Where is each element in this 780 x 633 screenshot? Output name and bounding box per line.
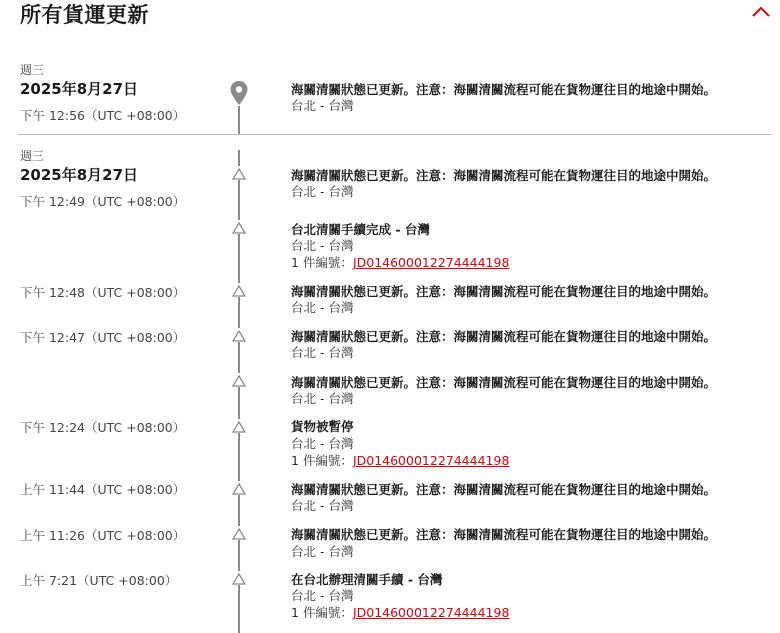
triangle-marker-icon bbox=[230, 220, 248, 234]
event-location: 台北 - 台灣 bbox=[291, 300, 354, 315]
event-time: 下午 12:56（UTC +08:00） bbox=[20, 108, 186, 123]
event-location: 台北 - 台灣 bbox=[291, 436, 354, 451]
piece-label: 1 件編號： bbox=[291, 453, 353, 468]
event-title: 海關清關狀態已更新。注意：海關清關流程可能在貨物運往目的地途中開始。 bbox=[291, 284, 717, 299]
section-title: 所有貨運更新 bbox=[20, 3, 149, 27]
event-time: 上午 11:44（UTC +08:00） bbox=[20, 482, 186, 497]
piece-info bbox=[291, 451, 509, 469]
triangle-marker-icon bbox=[230, 166, 248, 180]
event-location: 台北 - 台灣 bbox=[291, 98, 354, 113]
event-title: 在台北辦理清關手續 - 台灣 bbox=[291, 572, 443, 587]
timeline-line bbox=[238, 104, 240, 134]
event-title: 海關清關狀態已更新。注意：海關清關流程可能在貨物運往目的地途中開始。 bbox=[291, 329, 717, 344]
piece-label: 1 件編號： bbox=[291, 255, 353, 270]
event-title: 海關清關狀態已更新。注意：海關清關流程可能在貨物運往目的地途中開始。 bbox=[291, 527, 717, 542]
event-location: 台北 - 台灣 bbox=[291, 544, 354, 559]
triangle-marker-icon bbox=[230, 526, 248, 540]
piece-id-link[interactable]: JD014600012274444198 bbox=[352, 453, 510, 468]
event-time: 上午 11:26（UTC +08:00） bbox=[20, 528, 186, 543]
event-time: 下午 12:24（UTC +08:00） bbox=[20, 420, 186, 435]
event-title: 海關清關狀態已更新。注意：海關清關流程可能在貨物運往目的地途中開始。 bbox=[291, 168, 717, 183]
piece-info bbox=[291, 603, 509, 621]
location-pin-icon bbox=[229, 80, 249, 106]
event-time: 下午 12:49（UTC +08:00） bbox=[20, 194, 186, 209]
triangle-marker-icon bbox=[230, 283, 248, 297]
date-heading: 2025年8月27日 bbox=[20, 166, 139, 184]
event-title: 台北清關手續完成 - 台灣 bbox=[291, 222, 430, 237]
event-title: 海關清關狀態已更新。注意：海關清關流程可能在貨物運往目的地途中開始。 bbox=[291, 482, 717, 497]
section-header bbox=[20, 0, 772, 26]
event-title: 貨物被暫停 bbox=[291, 419, 354, 434]
event-location: 台北 - 台灣 bbox=[291, 498, 354, 513]
event-location: 台北 - 台灣 bbox=[291, 345, 354, 360]
event-title: 海關清關狀態已更新。注意：海關清關流程可能在貨物運往目的地途中開始。 bbox=[291, 82, 717, 97]
weekday-label: 週三 bbox=[20, 149, 45, 163]
triangle-marker-icon bbox=[230, 328, 248, 342]
event-location: 台北 - 台灣 bbox=[291, 588, 354, 603]
event-location: 台北 - 台灣 bbox=[291, 391, 354, 406]
piece-label: 1 件編號： bbox=[291, 605, 353, 620]
chevron-up-icon[interactable] bbox=[750, 2, 772, 20]
piece-info bbox=[291, 253, 509, 271]
event-time: 下午 12:48（UTC +08:00） bbox=[20, 285, 186, 300]
triangle-marker-icon bbox=[230, 373, 248, 387]
event-time: 上午 7:21（UTC +08:00） bbox=[20, 573, 178, 588]
weekday-label: 週三 bbox=[20, 63, 45, 77]
group-divider bbox=[18, 134, 772, 135]
date-heading: 2025年8月27日 bbox=[20, 80, 139, 98]
event-location: 台北 - 台灣 bbox=[291, 238, 354, 253]
event-title: 海關清關狀態已更新。注意：海關清關流程可能在貨物運往目的地途中開始。 bbox=[291, 375, 717, 390]
piece-id-link[interactable]: JD014600012274444198 bbox=[352, 605, 510, 620]
triangle-marker-icon bbox=[230, 481, 248, 495]
triangle-marker-icon bbox=[230, 419, 248, 433]
event-location: 台北 - 台灣 bbox=[291, 184, 354, 199]
event-time: 下午 12:47（UTC +08:00） bbox=[20, 330, 186, 345]
triangle-marker-icon bbox=[230, 571, 248, 585]
piece-id-link[interactable]: JD014600012274444198 bbox=[352, 255, 510, 270]
